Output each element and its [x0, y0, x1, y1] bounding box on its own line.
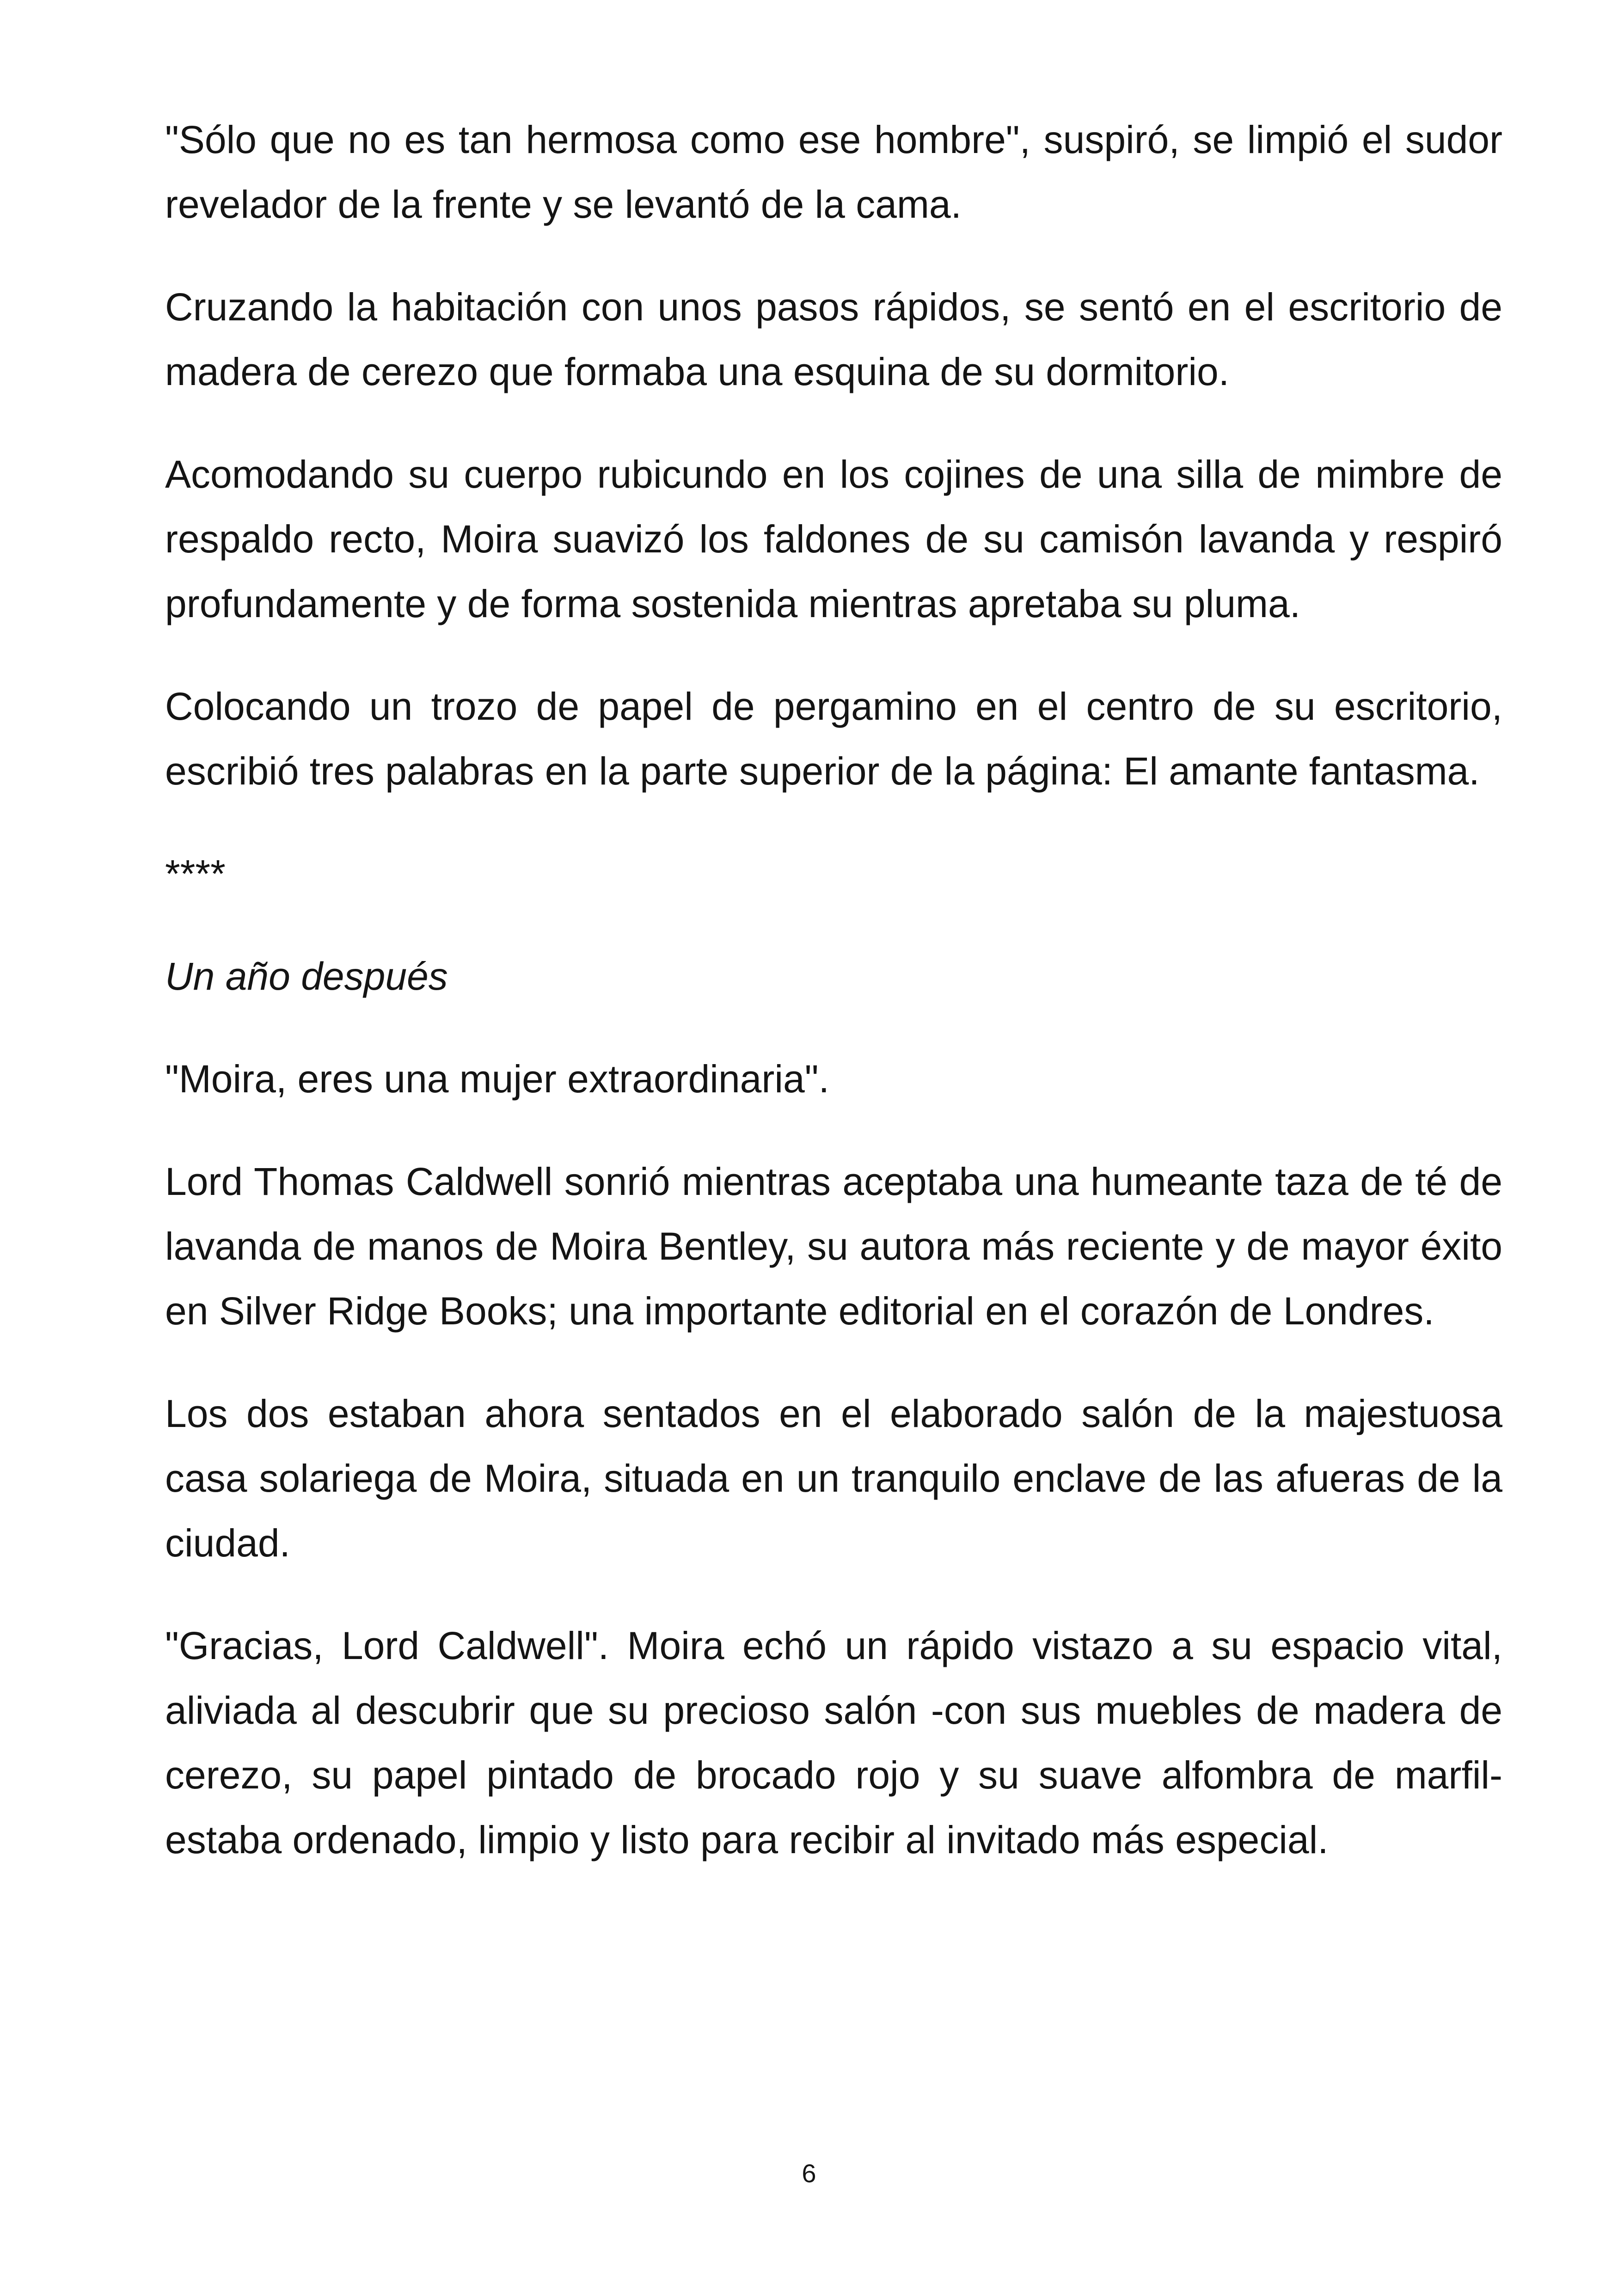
paragraph: Colocando un trozo de papel de pergamino en el centro de su escritorio, escribió tres palabras en la parte superior de la página: El amante fantasma.: [165, 685, 1502, 793]
paragraph: "Sólo que no es tan hermosa como ese hombre", suspiró, se limpió el sudor revelador de la frente y se levantó de la cama.: [165, 118, 1502, 226]
paragraph: "Moira, eres una mujer extraordinaria".: [165, 1057, 829, 1101]
paragraph: Los dos estaban ahora sentados en el elaborado salón de la majestuosa casa solariega de Moira, situada en un tranquilo enclave de las afueras de la ciudad.: [165, 1392, 1502, 1565]
paragraph: Cruzando la habitación con unos pasos rápidos, se sentó en el escritorio de madera de cerezo que formaba una esquina de su dormitorio.: [165, 285, 1502, 393]
section-heading: Un año después: [165, 955, 448, 998]
paragraph: Acomodando su cuerpo rubicundo en los cojines de una silla de mimbre de respaldo recto, Moira suavizó los faldones de su camisón lavanda y respiró profundamente y de forma sostenida mientras apretaba su pluma.: [165, 453, 1502, 625]
body-text: [165, 107, 1502, 1910]
paragraph: Lord Thomas Caldwell sonrió mientras aceptaba una humeante taza de té de lavanda de manos de Moira Bentley, su autora más reciente y de mayor éxito en Silver Ridge Books; una importante editorial en el corazón de Londres.: [165, 1160, 1502, 1333]
paragraph: "Gracias, Lord Caldwell". Moira echó un rápido vistazo a su espacio vital, aliviada al descubrir que su precioso salón -con sus muebles de madera de cerezo, su papel pintado de brocado rojo y su suave alfombra de marfil- estaba ordenado, limpio y listo para recibir al invitado más especial.: [165, 1624, 1502, 1861]
page-number: 6: [802, 2159, 816, 2188]
scene-separator: ****: [165, 852, 226, 895]
